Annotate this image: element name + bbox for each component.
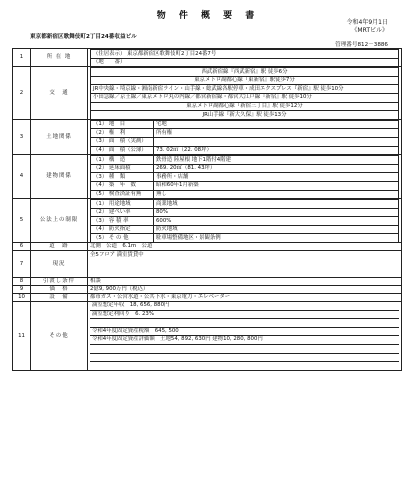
row-label: 現況 <box>31 251 88 278</box>
land-key: （2） 権 利 <box>91 129 154 138</box>
building-value: 269. 20㎡（81. 43坪） <box>154 164 399 173</box>
row-label: 土地関係 <box>31 119 88 154</box>
row-number: 5 <box>13 199 31 243</box>
land-value <box>154 137 399 146</box>
other-line: 令和4年度固定資産評価額 土地54, 892, 630円 建物10, 280, 800円 <box>90 336 399 345</box>
other-line: 令和4年度固定資産税額 645, 500 <box>90 328 399 337</box>
row-land <box>13 119 402 154</box>
row-number: 6 <box>13 243 31 251</box>
other-line: 満室想定利回り 6. 23% <box>90 311 399 320</box>
row-number: 11 <box>13 302 31 371</box>
other-line <box>90 362 399 370</box>
building-key: （4） 築 年 数 <box>91 181 154 190</box>
legal-key: （5） そ の 他 <box>91 234 154 242</box>
location-line: （地 番） <box>91 58 399 66</box>
summary-table <box>12 48 402 371</box>
row-number: 7 <box>13 251 31 278</box>
row-transport <box>13 67 402 120</box>
land-key: （1） 地 目 <box>91 120 154 129</box>
other-line <box>90 319 399 328</box>
management-number: 管理番号812－3886 <box>335 42 388 48</box>
row-label: 引渡し条件 <box>31 278 88 286</box>
legal-key: （4） 防火指定 <box>91 225 154 234</box>
legal-key: （3） 容 積 率 <box>91 217 154 226</box>
row-number: 8 <box>13 278 31 286</box>
road-value: 北側 公道 6.1m 公道 <box>88 243 402 251</box>
issue-date: 令和4年9月1日 <box>346 19 388 26</box>
row-number: 2 <box>13 67 31 120</box>
other-line <box>90 354 399 363</box>
building-value: 事務所・店舗 <box>154 173 399 182</box>
building-key: （1） 構 造 <box>91 156 154 165</box>
row-label: 所 在 地 <box>31 49 88 67</box>
row-label: 交 通 <box>31 67 88 120</box>
land-key: （4） 面 積（公簿） <box>91 146 154 154</box>
transport-line: 東京メトロ副都心線『新宿三丁目』駅 徒歩12分 <box>91 102 399 111</box>
legal-value: 80% <box>154 208 399 217</box>
row-label: 道 路 <box>31 243 88 251</box>
transport-line: JR山手線『新大久保』駅 徒歩13分 <box>91 111 399 119</box>
building-value: 鉄骨造 陸屋根 地下1階付4階建 <box>154 156 399 165</box>
property-name: 《MRTビル》 <box>351 27 388 34</box>
other-line <box>90 345 399 354</box>
transport-line: 東京メトロ副都心線『東新宿』駅徒歩7分 <box>91 76 399 85</box>
legal-key: （2） 建ぺい率 <box>91 208 154 217</box>
delivery-value: 相談 <box>88 278 402 286</box>
legal-value: 駐車場整備地区・景観条例 <box>154 234 399 242</box>
location-line: （住居表示） 東京都新宿区歌舞伎町2丁目24番7号 <box>91 50 399 59</box>
property-address-heading: 東京都新宿区歌舞伎町2丁目24番収益ビル <box>30 34 137 40</box>
row-label: その他 <box>31 302 88 371</box>
legal-key: （1） 用途地域 <box>91 200 154 209</box>
row-label: 建物関係 <box>31 155 88 199</box>
building-key: （3） 種 類 <box>91 173 154 182</box>
row-number: 4 <box>13 155 31 199</box>
building-key: （2） 延床面積 <box>91 164 154 173</box>
land-value: 宅地 <box>154 120 399 129</box>
row-delivery-conditions <box>13 278 402 286</box>
row-legal-restrictions <box>13 199 402 243</box>
building-value: 昭和60年1月新築 <box>154 181 399 190</box>
row-current-status <box>13 251 402 278</box>
transport-line: JR中央線・埼京線・湘南新宿ライン・山手線・総武線各駅停車・成田エクスプレス『新宿』駅 徒歩10分 <box>91 85 399 94</box>
legal-value: 防火地域 <box>154 225 399 234</box>
row-road <box>13 243 402 251</box>
price-value: 2億9, 900万円（税込） <box>88 286 402 294</box>
row-facilities <box>13 294 402 302</box>
row-other <box>13 302 402 371</box>
transport-line: 小田急線／京王線／東京メトロ丸の内線／都営新宿線・都営大江戸線『新宿』駅 徒歩10分 <box>91 93 399 102</box>
row-number: 10 <box>13 294 31 302</box>
building-key: （5） 検査済証有無 <box>91 190 154 198</box>
status-value: 全5フロア 満室賃貸中 <box>88 251 402 278</box>
row-number: 9 <box>13 286 31 294</box>
land-value: 73. 02㎡（22. 08坪） <box>154 146 399 154</box>
land-value: 所有権 <box>154 129 399 138</box>
transport-line: 西武新宿線『西武新宿』駅 徒歩6分 <box>91 68 399 77</box>
row-location <box>13 49 402 67</box>
row-label: 公法上の制限 <box>31 199 88 243</box>
other-line: 満室想定年収 18, 656, 880円 <box>90 302 399 311</box>
row-price <box>13 286 402 294</box>
legal-value: 600% <box>154 217 399 226</box>
row-label: 設 備 <box>31 294 88 302</box>
row-number: 1 <box>13 49 31 67</box>
date-block <box>347 19 388 35</box>
row-label: 価 格 <box>31 286 88 294</box>
row-building <box>13 155 402 199</box>
legal-value: 商業地域 <box>154 200 399 209</box>
row-number: 3 <box>13 119 31 154</box>
building-value: 無し <box>154 190 399 198</box>
facilities-value: 都市ガス・公営水道・公共下水・東京電力・エレベーター <box>88 294 402 302</box>
document-title: 物 件 概 要 書 <box>156 11 260 21</box>
land-key: （3） 面 積（実測） <box>91 137 154 146</box>
